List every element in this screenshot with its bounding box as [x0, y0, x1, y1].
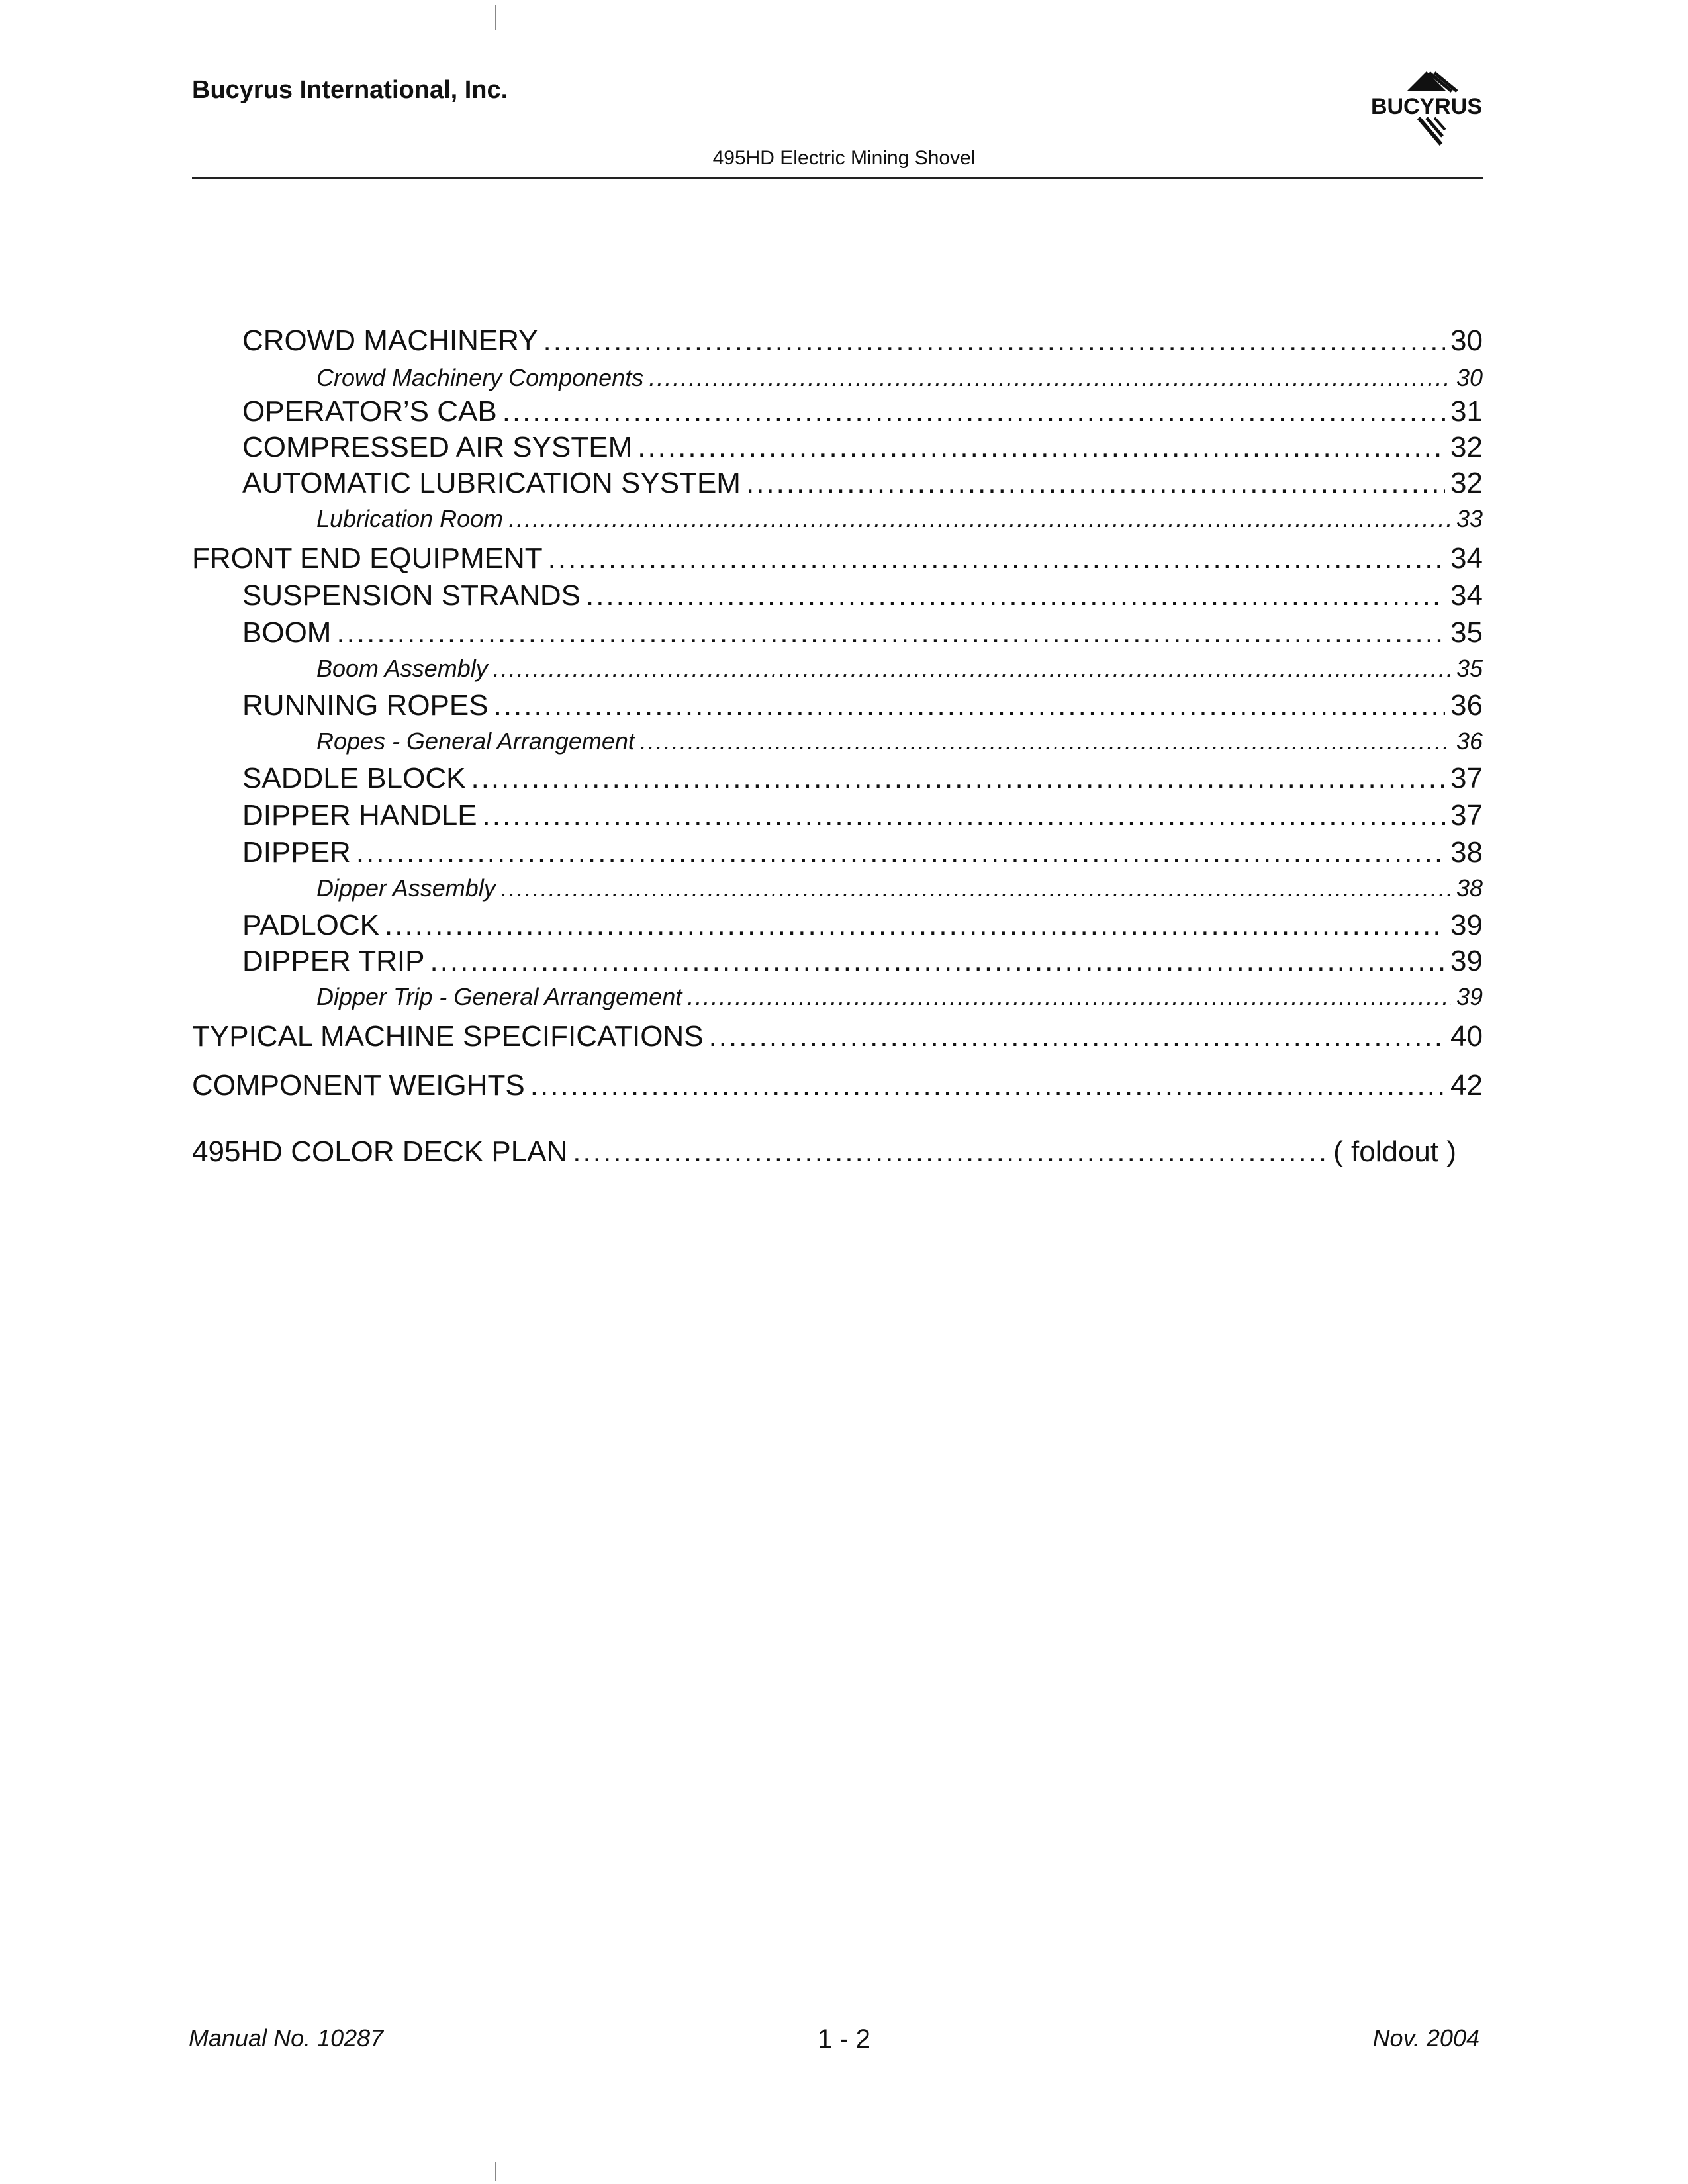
toc-entry: [192, 689, 1483, 722]
toc-entry: [192, 542, 1483, 575]
toc-entry-page: 39: [1456, 983, 1483, 1010]
toc-entry-label: TYPICAL MACHINE SPECIFICATIONS: [192, 1020, 704, 1053]
toc-dot-leader: [530, 1069, 1445, 1102]
toc-entry: [192, 1020, 1483, 1053]
toc-entry-page: 32: [1450, 431, 1483, 463]
toc-dot-leader: [356, 836, 1445, 869]
toc-entry-page: 37: [1450, 799, 1483, 831]
toc-entry-page: 39: [1450, 909, 1483, 941]
header-divider: [192, 177, 1483, 179]
toc-entry-label: PADLOCK: [242, 909, 380, 941]
toc-entry-label: COMPONENT WEIGHTS: [192, 1069, 525, 1102]
toc-dot-leader: [502, 395, 1445, 428]
toc-entry-label: COMPRESSED AIR SYSTEM: [242, 431, 633, 463]
page-number: 1 - 2: [817, 2024, 871, 2054]
toc-dot-leader: [508, 505, 1451, 533]
toc-dot-leader: [548, 542, 1445, 575]
toc-dot-leader: [573, 1135, 1328, 1168]
manual-number: Manual No. 10287: [189, 2024, 384, 2052]
toc-entry-label: FRONT END EQUIPMENT: [192, 542, 543, 575]
toc-dot-leader: [637, 431, 1445, 464]
toc-entry-label: OPERATOR’S CAB: [242, 395, 497, 428]
logo-text: BUCYRUS: [1370, 94, 1483, 119]
toc-dot-leader: [501, 875, 1451, 902]
toc-entry-page: 30: [1456, 364, 1483, 391]
toc-entry-page: 32: [1450, 467, 1483, 499]
toc-dot-leader: [483, 799, 1446, 832]
toc-dot-leader: [649, 364, 1451, 392]
toc-entry: [192, 728, 1483, 755]
toc-entry-page: 37: [1450, 762, 1483, 794]
toc-entry: [192, 875, 1483, 902]
toc-entry-page: 31: [1450, 395, 1483, 428]
publication-date: Nov. 2004: [1372, 2024, 1479, 2052]
toc-dot-leader: [430, 945, 1445, 978]
toc-dot-leader: [494, 689, 1445, 722]
company-name: Bucyrus International, Inc.: [192, 76, 508, 104]
toc-entry-page: 34: [1450, 579, 1483, 612]
toc-entry: [192, 983, 1483, 1011]
toc-dot-leader: [385, 909, 1445, 942]
toc-entry: [192, 395, 1483, 428]
toc-dot-leader: [471, 762, 1445, 795]
toc-entry: [192, 836, 1483, 869]
toc-dot-leader: [687, 983, 1451, 1011]
toc-dot-leader: [640, 728, 1451, 755]
toc-entry-label: 495HD COLOR DECK PLAN: [192, 1135, 568, 1168]
toc-dot-leader: [493, 655, 1451, 683]
toc-entry-page: 30: [1450, 324, 1483, 357]
toc-entry-page: 33: [1456, 505, 1483, 532]
toc-entry-label: AUTOMATIC LUBRICATION SYSTEM: [242, 467, 741, 499]
toc-dot-leader: [336, 616, 1445, 649]
scan-mark-top: [495, 5, 496, 30]
document-subtitle: 495HD Electric Mining Shovel: [712, 147, 976, 169]
toc-entry-label: Crowd Machinery Components: [316, 364, 644, 391]
toc-entry-label: SUSPENSION STRANDS: [242, 579, 581, 612]
scan-mark-bottom: [495, 2162, 496, 2181]
toc-dot-leader: [746, 467, 1445, 500]
toc-entry: [192, 909, 1483, 942]
toc-entry-label: RUNNING ROPES: [242, 689, 489, 722]
toc-entry: [192, 945, 1483, 978]
toc-entry: [192, 762, 1483, 795]
toc-entry-label: Lubrication Room: [316, 505, 504, 532]
toc-entry: [192, 505, 1483, 533]
toc-entry: [192, 655, 1483, 683]
toc-entry-page: 42: [1450, 1069, 1483, 1102]
toc-entry: [192, 799, 1483, 832]
toc-entry-page: 40: [1450, 1020, 1483, 1053]
toc-entry-page: 39: [1450, 945, 1483, 977]
toc-dot-leader: [586, 579, 1445, 612]
toc-entry: [192, 364, 1483, 392]
toc-entry-label: BOOM: [242, 616, 332, 649]
toc-entry-label: DIPPER HANDLE: [242, 799, 477, 831]
toc-entry-page: ( foldout ): [1333, 1135, 1456, 1168]
toc-entry-label: Dipper Trip - General Arrangement: [316, 983, 682, 1010]
toc-entry-label: DIPPER: [242, 836, 351, 869]
toc-entry: [192, 1069, 1483, 1102]
toc-entry-label: DIPPER TRIP: [242, 945, 425, 977]
toc-entry-page: 35: [1456, 655, 1483, 682]
toc-entry-page: 36: [1450, 689, 1483, 722]
toc-entry-label: Boom Assembly: [316, 655, 488, 682]
toc-entry-label: Ropes - General Arrangement: [316, 728, 635, 755]
toc-entry-page: 38: [1450, 836, 1483, 869]
toc-entry-page: 36: [1456, 728, 1483, 755]
toc-entry-label: SADDLE BLOCK: [242, 762, 466, 794]
toc-entry-label: CROWD MACHINERY: [242, 324, 538, 357]
toc-entry: [192, 579, 1483, 612]
toc-entry-page: 38: [1456, 875, 1483, 902]
toc-dot-leader: [709, 1020, 1445, 1053]
toc-entry: [192, 1135, 1456, 1168]
toc-entry: [192, 431, 1483, 464]
toc-entry: [192, 467, 1483, 500]
toc-entry-label: Dipper Assembly: [316, 875, 496, 902]
bucyrus-logo: [1360, 66, 1493, 159]
toc-entry: [192, 324, 1483, 357]
toc-entry: [192, 616, 1483, 649]
toc-entry-page: 34: [1450, 542, 1483, 575]
toc-dot-leader: [543, 324, 1446, 357]
toc-entry-page: 35: [1450, 616, 1483, 649]
